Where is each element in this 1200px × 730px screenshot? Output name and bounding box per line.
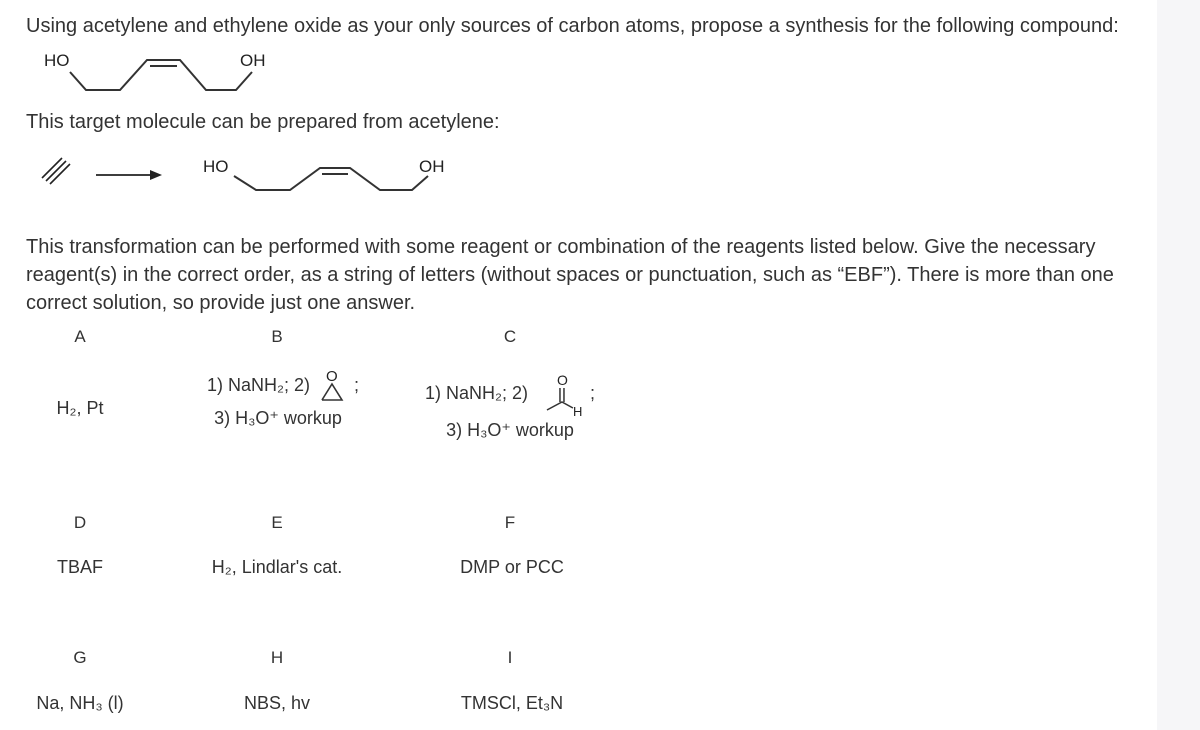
reagent-d: TBAF [56, 557, 104, 577]
product-ho-label: HO [203, 157, 229, 176]
reagent-label-h: H [270, 648, 284, 667]
reagent-b-line1: 1) NaNH₂; 2) O ; [207, 368, 359, 404]
ethylene-oxide-structure [315, 368, 349, 404]
question-instructions: This transformation can be performed with some reagent or combination of the reagents listed below. Give the necessary reagent(s) in the correct order, as a string of letters (without spaces or punctuation, such as “EBF”). There is more than one correct solution, so provide just one answer. [26, 236, 1114, 314]
reagent-g: Na, NH₃ (l) [36, 693, 124, 713]
reagent-c-line1: 1) NaNH₂; 2) O H ; [425, 372, 595, 416]
reagent-b-step12: 1) NaNH₂; 2) [206, 374, 310, 395]
aldehyde-o-label: O [557, 372, 568, 388]
reagent-e: H₂, Lindlar's cat. [211, 557, 343, 577]
reagent-f: DMP or PCC [460, 557, 564, 577]
question-transformation: This target molecule can be prepared from acetylene: [26, 111, 500, 133]
target-oh-label: OH [240, 51, 266, 70]
target-ho-label: HO [44, 51, 70, 70]
product-oh-label: OH [419, 157, 445, 176]
reagent-b-line2: 3) H₃O⁺ workup [214, 408, 342, 428]
question-intro: Using acetylene and ethylene oxide as your only sources of carbon atoms, propose a synthesis for the following compound: [26, 15, 1119, 37]
reagent-c-step12: 1) NaNH₂; 2) [424, 382, 528, 403]
aldehyde-h-label: H [573, 404, 583, 416]
reaction-arrow [96, 170, 162, 180]
reagent-i: TMSCl, Et₃N [460, 693, 564, 713]
reagent-label-e: E [271, 513, 283, 532]
reagent-label-a: A [74, 327, 86, 346]
acetylene-structure [42, 158, 70, 184]
reagent-label-d: D [73, 513, 87, 532]
reagent-label-i: I [507, 648, 513, 667]
acetaldehyde-structure [533, 372, 585, 416]
reagent-label-g: G [73, 648, 87, 667]
reagent-c-line2: 3) H₃O⁺ workup [446, 420, 574, 440]
epoxide-o-label: O [326, 368, 338, 385]
reagent-label-f: F [504, 513, 516, 532]
reagent-h: NBS, hv [243, 693, 311, 713]
reagent-label-b: B [271, 327, 283, 346]
reagent-a: H₂, Pt [56, 398, 104, 418]
reagent-label-c: C [503, 327, 517, 346]
